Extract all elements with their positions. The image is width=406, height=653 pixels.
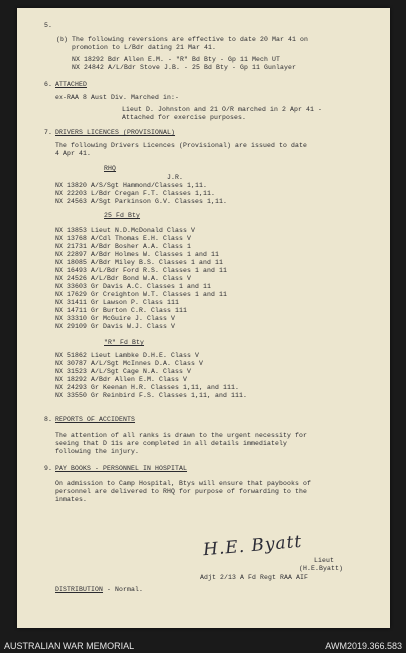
- licence-row: NX 24526 A/L/Bdr Bond W.A. Class V: [55, 275, 192, 282]
- section-9-line: inmates.: [55, 496, 88, 503]
- signatory-name: (H.E.Byatt): [299, 565, 344, 572]
- licence-row: NX 24563 A/Sgt Parkinson G.V. Classes 1,11.: [55, 198, 228, 205]
- licence-row: NX 13820 A/S/Sgt Hammond/Classes 1,11.: [55, 182, 208, 189]
- rhq-heading: RHQ: [104, 165, 117, 172]
- btyR-heading: "R" Fd Bty: [104, 339, 145, 346]
- section-8-line: The attention of all ranks is drawn to the urgent necessity for: [55, 432, 308, 439]
- section-9-title: PAY BOOKS - PERSONNEL IN HOSPITAL: [55, 465, 188, 472]
- licence-row: NX 17629 Gr Creighton W.T. Classes 1 and 11: [55, 291, 228, 298]
- section-9-line: On admission to Camp Hospital, Btys will ensure that paybooks of: [55, 480, 312, 487]
- distribution-label: DISTRIBUTION: [55, 586, 104, 593]
- para-b-line: NX 18292 Bdr Allen E.M. - "R" Bd Bty - Gp 11 Mech UT: [72, 56, 281, 63]
- section-6-line: Attached for exercise purposes.: [122, 114, 247, 121]
- footer-institution: AUSTRALIAN WAR MEMORIAL: [4, 641, 135, 651]
- bty25-heading: 25 Fd Bty: [104, 212, 141, 219]
- section-8-line: seeing that D 11s are completed in all details immediately: [55, 440, 288, 447]
- document-page: [17, 8, 390, 628]
- licence-row: NX 14711 Gr Burton C.R. Class 111: [55, 307, 188, 314]
- licence-row: NX 33550 Gr Reinbird F.S. Classes 1,11, and 111.: [55, 392, 248, 399]
- licence-row: NX 18292 A/Bdr Allen E.M. Class V: [55, 376, 188, 383]
- licence-row: NX 21731 A/Bdr Bosher A.A. Class 1: [55, 243, 192, 250]
- licence-row: NX 13853 Lieut N.D.McDonald Class V: [55, 227, 196, 234]
- licence-row: NX 51862 Lieut Lambke D.H.E. Class V: [55, 352, 200, 359]
- licence-row: NX 30787 A/L/Sgt McInnes D.A. Class V: [55, 360, 204, 367]
- distribution-value: - Normal.: [103, 586, 144, 593]
- section-8-number: 8.: [44, 416, 53, 423]
- section-7-line: 4 Apr 41.: [55, 150, 92, 157]
- licence-row: NX 24293 Gr Keenan H.R. Classes 1,11, and 111.: [55, 384, 240, 391]
- licence-row: NX 13768 A/Cdl Thomas E.H. Class V: [55, 235, 192, 242]
- licence-row: NX 31411 Gr Lawson P. Class 111: [55, 299, 180, 306]
- section-8-line: following the injury.: [55, 448, 140, 455]
- signatory-rank: Lieut: [314, 557, 335, 564]
- section-6-title: ATTACHED: [55, 81, 88, 88]
- licence-row: NX 16493 A/L/Bdr Ford R.S. Classes 1 and 11: [55, 267, 228, 274]
- licence-row: NX 31523 A/L/Sgt Cage N.A. Class V: [55, 368, 192, 375]
- handwritten-signature: H.E. Byatt: [202, 531, 304, 561]
- section-7-number: 7.: [44, 129, 53, 136]
- section-8-title: REPORTS OF ACCIDENTS: [55, 416, 136, 423]
- licence-row: NX 22897 A/Bdr Holmes W. Classes 1 and 11: [55, 251, 220, 258]
- licence-row: NX 22203 L/Bdr Cregan F.T. Classes 1,11.: [55, 190, 216, 197]
- licence-row: NX 33310 Gr McGuire J. Class V: [55, 315, 176, 322]
- section-7-title: DRIVERS LICENCES (PROVISIONAL): [55, 129, 176, 136]
- para-b-line: NX 24842 A/L/Bdr Stove J.B. - 25 Bd Bty - Gp 11 Gunlayer: [72, 64, 297, 71]
- signatory-appointment: Adjt 2/13 A Fd Regt RAA AIF: [200, 574, 309, 581]
- section-9-line: personnel are delivered to RHQ for purpose of forwarding to the: [55, 488, 308, 495]
- section-6-line: Lieut D. Johnston and 21 O/R marched in 2 Apr 41 -: [122, 106, 323, 113]
- licence-row: NX 33603 Gr Davis A.C. Classes 1 and 11: [55, 283, 212, 290]
- para-b-line: promotion to L/Bdr dating 21 Mar 41.: [72, 44, 217, 51]
- distribution-line: [55, 586, 143, 593]
- section-7-line: The following Drivers Licences (Provisional) are issued to date: [55, 142, 308, 149]
- jr-label: J.R.: [167, 174, 184, 181]
- footer-accession-number: AWM2019.366.583: [325, 641, 402, 651]
- section-6-number: 6.: [44, 81, 53, 88]
- section-9-number: 9.: [44, 465, 53, 472]
- section-6-line: ex-RAA 8 Aust Div. Marched in:-: [55, 94, 180, 101]
- section-number-top: 5.: [44, 22, 53, 29]
- licence-row: NX 29109 Gr Davis W.J. Class V: [55, 323, 176, 330]
- para-b-line: (b) The following reversions are effective to date 20 Mar 41 on: [56, 36, 309, 43]
- licence-row: NX 18085 A/Bdr Miley B.S. Classes 1 and 11: [55, 259, 224, 266]
